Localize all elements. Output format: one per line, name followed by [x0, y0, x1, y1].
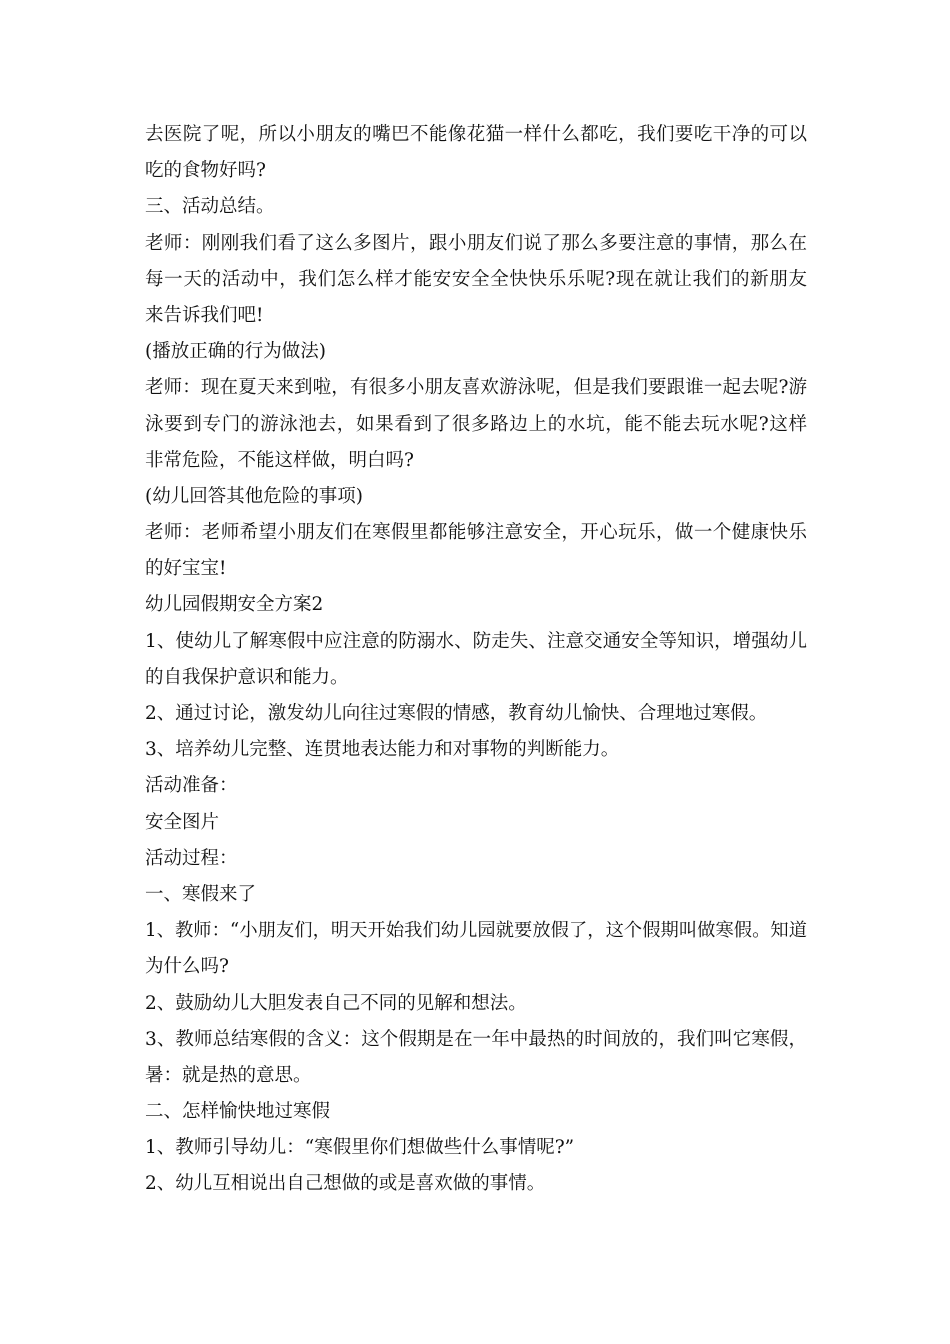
text-line: 来告诉我们吧! — [145, 304, 264, 326]
text-line: 泳要到专门的游泳池去，如果看到了很多路边上的水坑，能不能去玩水呢?这样 — [145, 413, 807, 435]
text-line: 活动准备： — [145, 775, 238, 797]
text-line: 非常危险，不能这样做，明白吗? — [145, 449, 414, 471]
text-line: (播放正确的行为做法) — [145, 341, 326, 363]
text-line: 的自我保护意识和能力。 — [145, 666, 349, 688]
text-line: 每一天的活动中，我们怎么样才能安安全全快快乐乐呢?现在就让我们的新朋友 — [145, 268, 807, 290]
text-line: (幼儿回答其他危险的事项) — [145, 485, 363, 507]
text-line: 吃的食物好吗? — [145, 160, 266, 182]
text-line: 安全图片 — [145, 811, 220, 833]
text-line: 一、寒假来了 — [145, 883, 257, 905]
text-line: 2、通过讨论，激发幼儿向往过寒假的情感，教育幼儿愉快、合理地过寒假。 — [145, 703, 768, 724]
text-line: 1、教师：“小朋友们，明天开始我们幼儿园就要放假了，这个假期叫做寒假。知道 — [145, 920, 807, 942]
text-line: 去医院了呢，所以小朋友的嘴巴不能像花猫一样什么都吃，我们要吃干净的可以 — [145, 124, 807, 145]
document-body — [145, 117, 807, 1203]
text-line: 幼儿园假期安全方案2 — [145, 594, 324, 616]
text-line: 二、怎样愉快地过寒假 — [145, 1101, 331, 1123]
text-line: 3、教师总结寒假的含义：这个假期是在一年中最热的时间放的，我们叫它寒假， — [145, 1028, 807, 1050]
text-line: 3、培养幼儿完整、连贯地表达能力和对事物的判断能力。 — [145, 739, 620, 761]
text-line: 老师：老师希望小朋友们在寒假里都能够注意安全，开心玩乐，做一个健康快乐 — [145, 522, 807, 544]
text-line: 老师：刚刚我们看了这么多图片，跟小朋友们说了那么多要注意的事情，那么在 — [145, 232, 807, 254]
text-line: 三、活动总结。 — [145, 196, 275, 218]
text-line: 暑：就是热的意思。 — [145, 1064, 312, 1086]
text-line: 2、幼儿互相说出自己想做的或是喜欢做的事情。 — [145, 1173, 546, 1195]
text-line: 2、鼓励幼儿大胆发表自己不同的见解和想法。 — [145, 992, 527, 1014]
text-line: 1、使幼儿了解寒假中应注意的防溺水、防走失、注意交通安全等知识，增强幼儿 — [145, 630, 807, 652]
text-line: 为什么吗? — [145, 956, 229, 978]
text-line: 的好宝宝! — [145, 558, 227, 580]
text-line: 活动过程： — [145, 847, 238, 869]
text-line: 老师：现在夏天来到啦，有很多小朋友喜欢游泳呢，但是我们要跟谁一起去呢?游 — [145, 377, 807, 399]
text-line: 1、教师引导幼儿：“寒假里你们想做些什么事情呢?” — [145, 1137, 575, 1159]
